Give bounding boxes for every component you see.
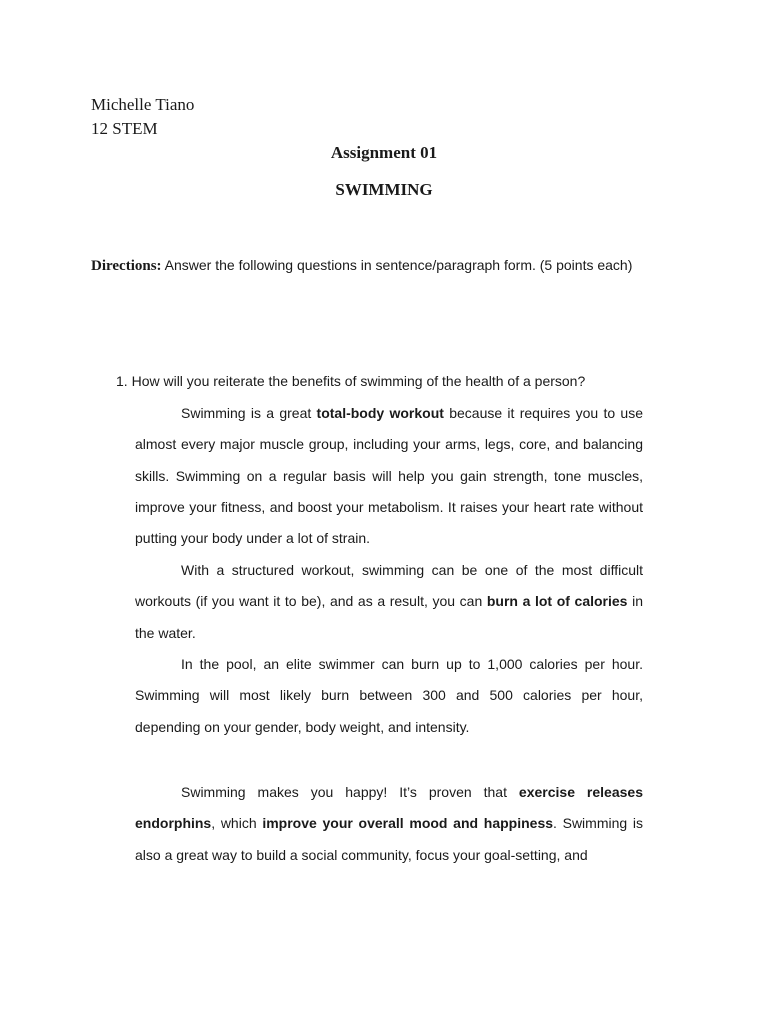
- paragraph-text: because it requires you to use almost every major muscle group, including your arms, legs, core, and balancing skills. Swimming on a regular basis will help you gain strength, tone muscles, improve your fitness, and boost your metabolism. It raises your heart rate without putting your body under a lot of strain.: [135, 405, 643, 547]
- paragraph-emphasis: burn a lot of calories: [486, 593, 628, 610]
- question-number: 1.: [116, 373, 128, 389]
- assignment-title: Assignment 01: [330, 143, 438, 162]
- directions: [91, 250, 661, 282]
- paragraph-text: , which: [211, 815, 263, 832]
- paragraph-emphasis: exercise releases endorphins: [135, 784, 643, 832]
- student-class: 12 STEM: [91, 119, 158, 138]
- paragraph-text: With a structured workout, swimming can be one of the most difficult workouts (if you want it to be), and as a result, you can: [135, 562, 643, 610]
- directions-label: Directions:: [91, 258, 162, 274]
- answer-paragraph-1: [135, 398, 643, 554]
- paragraph-text: Swimming is a great: [181, 405, 317, 421]
- student-name: Michelle Tiano: [91, 95, 195, 114]
- directions-text: Answer the following questions in sentence/paragraph form. (5 points each): [161, 257, 633, 273]
- paragraph-text: . Swimming is also a great way to build a social community, focus your goal-setting, and: [135, 815, 643, 863]
- answer-paragraph-4: [135, 777, 643, 871]
- paragraph-emphasis: improve your overall mood and happiness: [262, 815, 554, 832]
- paragraph-emphasis: total-body workout: [316, 405, 444, 421]
- question-text: How will you reiterate the benefits of swimming of the health of a person?: [131, 373, 586, 389]
- paragraph-text: in the water.: [135, 593, 643, 641]
- topic-title: SWIMMING: [335, 180, 433, 199]
- paragraph-text: Swimming makes you happy! It’s proven that: [181, 784, 519, 800]
- answer-paragraph-2: [135, 555, 643, 649]
- answer-paragraph-3: In the pool, an elite swimmer can burn up to 1,000 calories per hour. Swimming will most likely burn between 300 and 500 calories per hour, depending on your gender, body weight, and intensity.: [135, 656, 643, 735]
- question-1: [116, 369, 676, 393]
